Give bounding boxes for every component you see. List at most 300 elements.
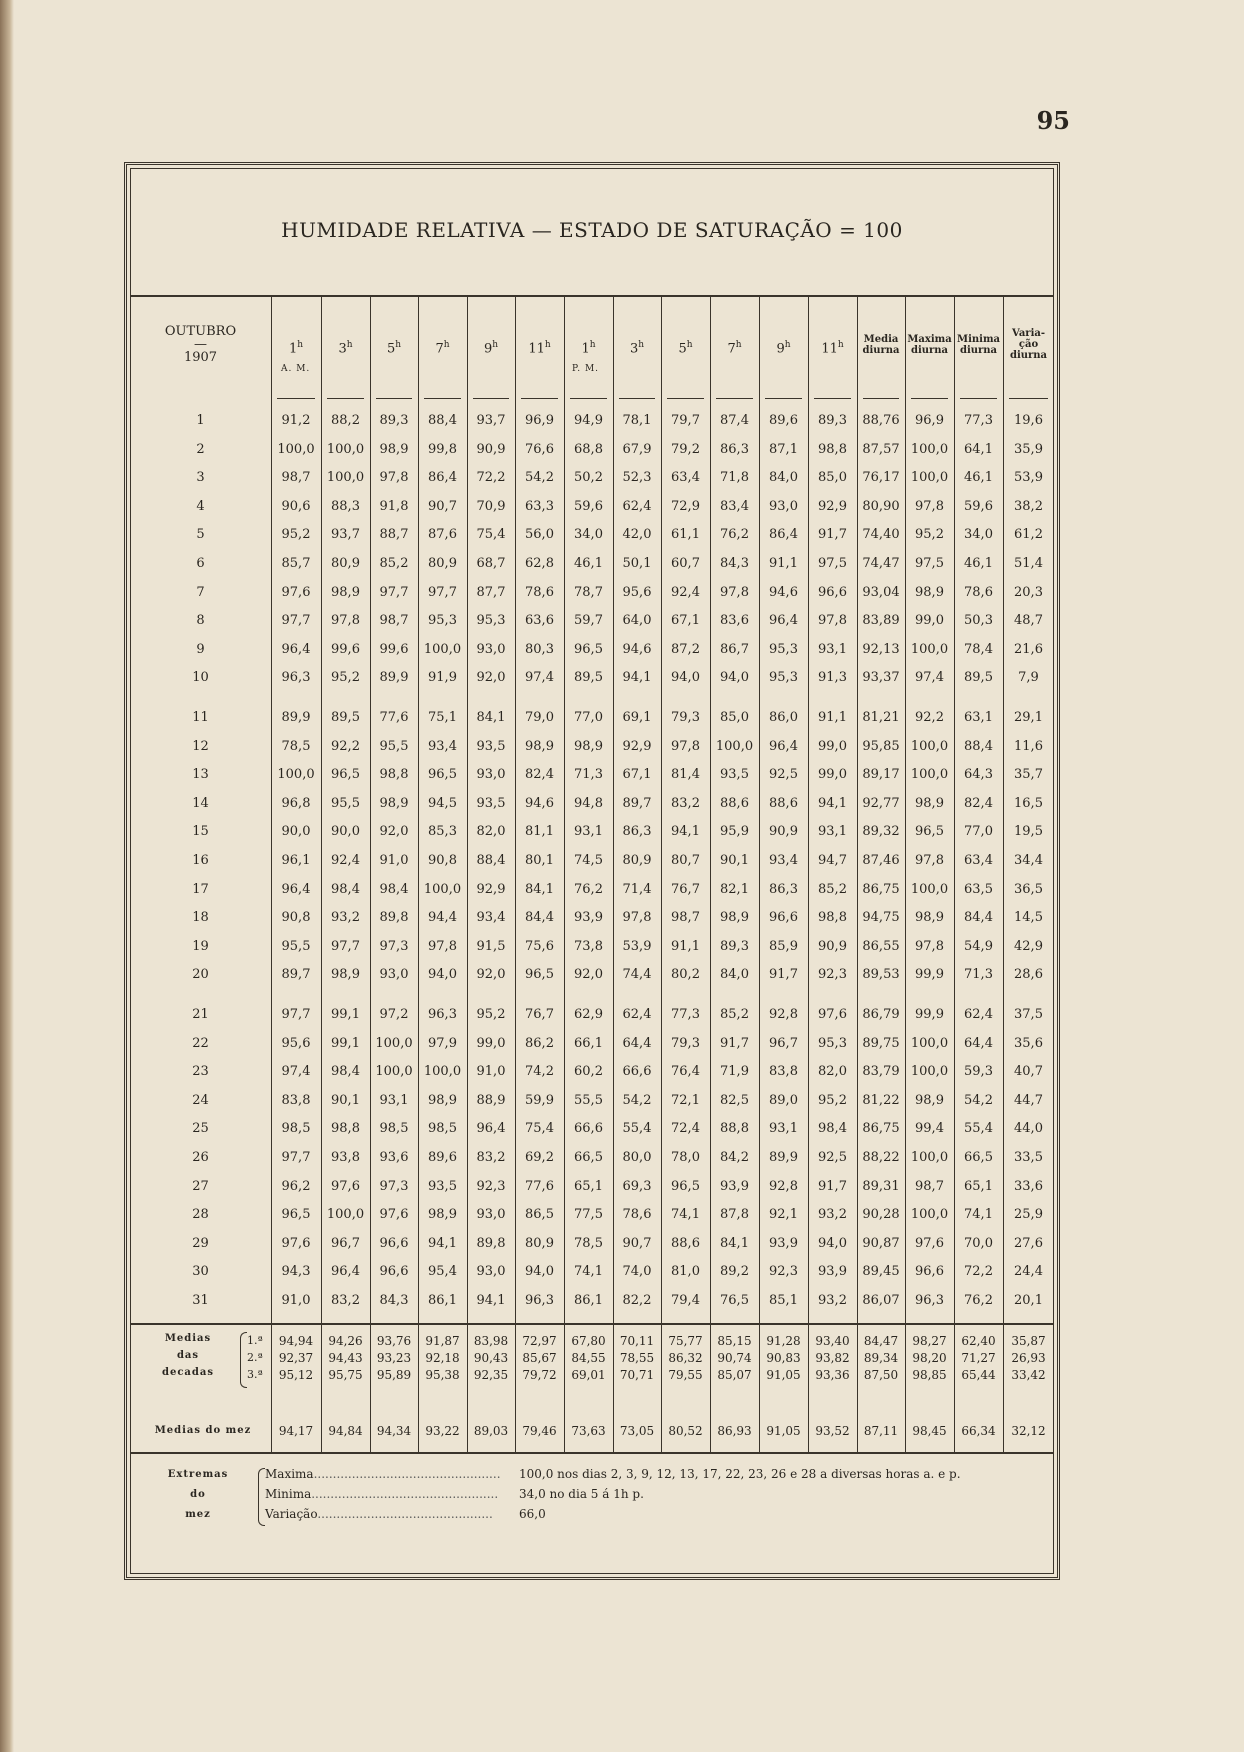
data-cell: 20,1 <box>1014 1293 1043 1308</box>
day-number: 28 <box>192 1207 209 1223</box>
data-cell: 89,75 <box>862 1035 900 1051</box>
data-cell: 96,6 <box>379 1235 409 1251</box>
data-cell: 64,0 <box>622 613 652 629</box>
data-cell: 99,4 <box>915 1121 944 1137</box>
data-cell: 91,7 <box>818 1178 847 1194</box>
data-cell: 95,6 <box>281 1035 311 1051</box>
data-cell: 100,0 <box>423 641 462 657</box>
data-cell: 100,0 <box>910 1207 949 1223</box>
day-number: 31 <box>192 1293 209 1308</box>
data-cell: 79,4 <box>671 1293 700 1308</box>
decade-mean-cell: 92,18 <box>425 1351 460 1365</box>
data-cell: 100,0 <box>910 641 949 657</box>
stat-header <box>905 334 954 356</box>
data-cell: 84,2 <box>720 1150 749 1165</box>
data-cell: 95,2 <box>331 670 360 686</box>
data-cell: 95,2 <box>818 1092 847 1108</box>
decade-means-label: Medias <box>164 1333 212 1344</box>
data-cell: 78,1 <box>622 413 652 428</box>
data-cell: 100,0 <box>423 1064 462 1080</box>
header-tick <box>277 398 315 399</box>
data-cell: 99,1 <box>331 1035 360 1051</box>
data-cell: 50,2 <box>574 470 603 486</box>
data-cell: 84,3 <box>379 1293 409 1308</box>
data-cell: 96,4 <box>281 641 311 657</box>
data-cell: 94,1 <box>476 1293 506 1308</box>
header-tick <box>424 398 461 399</box>
data-cell: 88,3 <box>331 498 360 514</box>
data-cell: 89,9 <box>379 670 409 686</box>
data-cell: 93,0 <box>379 967 409 983</box>
data-cell: 89,32 <box>862 824 900 840</box>
day-number: 7 <box>196 584 205 600</box>
data-cell: 24,4 <box>1014 1264 1043 1280</box>
hour-value: 11 <box>528 341 545 357</box>
data-cell: 96,8 <box>281 795 311 811</box>
data-cell: 85,2 <box>818 881 847 897</box>
hour-value: 5 <box>678 341 687 357</box>
data-cell: 40,7 <box>1014 1064 1043 1080</box>
header-tick <box>376 398 412 399</box>
data-cell: 65,1 <box>574 1178 603 1194</box>
data-cell: 94,8 <box>574 795 603 811</box>
data-cell: 87,4 <box>720 413 749 428</box>
data-cell: 42,9 <box>1014 938 1043 954</box>
data-cell: 74,1 <box>964 1207 993 1223</box>
decade-mean-cell: 69,01 <box>571 1368 606 1382</box>
hour-header <box>321 338 370 356</box>
header-tick <box>667 398 704 399</box>
data-cell: 94,7 <box>818 853 847 868</box>
month-mean-cell: 73,05 <box>619 1424 655 1438</box>
header-tick <box>765 398 802 399</box>
month-means-label: Medias do mez <box>154 1425 252 1436</box>
data-cell: 85,2 <box>379 556 409 571</box>
day-number: 18 <box>192 910 209 926</box>
data-cell: 90,87 <box>862 1235 900 1251</box>
leader-dots: ................................................. <box>313 1467 501 1481</box>
hour-value: 3 <box>629 341 639 357</box>
day-number: 20 <box>192 967 209 983</box>
data-cell: 91,0 <box>281 1293 311 1308</box>
data-cell: 89,9 <box>769 1150 798 1165</box>
data-cell: 89,31 <box>862 1178 900 1194</box>
hour-suffix: h <box>837 340 844 350</box>
decade-mean-cell: 79,72 <box>522 1368 557 1382</box>
data-cell: 97,7 <box>281 613 311 629</box>
data-cell: 100,0 <box>910 1035 949 1051</box>
data-cell: 95,5 <box>331 795 360 811</box>
data-cell: 95,6 <box>622 584 652 600</box>
extreme-name <box>265 1507 493 1521</box>
decade-means-label: das <box>176 1350 200 1361</box>
data-cell: 27,6 <box>1014 1235 1043 1251</box>
data-cell: 76,2 <box>964 1293 993 1308</box>
data-cell: 77,0 <box>964 824 993 840</box>
hour-header <box>710 338 759 356</box>
data-cell: 38,2 <box>1014 498 1043 514</box>
stat-header-line: diurna <box>1009 350 1048 361</box>
decade-mean-cell: 93,82 <box>815 1351 850 1365</box>
data-cell: 93,1 <box>574 824 603 840</box>
data-cell: 70,9 <box>476 498 506 514</box>
data-cell: 97,7 <box>379 584 409 600</box>
data-cell: 78,5 <box>574 1235 603 1251</box>
month-mean-cell: 94,34 <box>376 1424 412 1438</box>
data-cell: 97,3 <box>379 1178 409 1194</box>
decade-mean-cell: 85,67 <box>522 1351 557 1365</box>
data-cell: 60,7 <box>671 556 700 571</box>
data-cell: 95,3 <box>769 641 798 657</box>
data-cell: 75,6 <box>525 938 554 954</box>
hour-suffix: h <box>784 340 791 350</box>
day-number: 15 <box>192 824 209 840</box>
hour-value: 7 <box>727 341 736 357</box>
data-cell: 87,6 <box>428 527 457 543</box>
data-cell: 90,0 <box>331 824 360 840</box>
decade-mean-cell: 62,40 <box>961 1334 996 1348</box>
header-tick <box>473 398 509 399</box>
month-mean-cell: 86,93 <box>717 1424 752 1438</box>
day-number: 4 <box>196 498 205 514</box>
data-cell: 92,3 <box>476 1178 506 1194</box>
day-number: 2 <box>196 441 205 457</box>
data-cell: 92,5 <box>818 1150 847 1165</box>
decade-mean-cell: 90,43 <box>473 1351 509 1365</box>
data-cell: 86,4 <box>428 470 457 486</box>
data-cell: 92,9 <box>622 738 652 754</box>
data-cell: 82,1 <box>720 881 749 897</box>
data-cell: 82,0 <box>476 824 506 840</box>
hour-suffix: h <box>395 340 402 350</box>
data-cell: 95,3 <box>818 1035 847 1051</box>
day-number: 29 <box>192 1235 209 1251</box>
data-cell: 80,3 <box>525 641 554 657</box>
data-cell: 33,5 <box>1014 1150 1043 1165</box>
data-cell: 87,2 <box>671 641 700 657</box>
data-cell: 61,1 <box>671 527 700 543</box>
data-cell: 90,1 <box>331 1092 360 1108</box>
data-cell: 44,0 <box>1014 1121 1043 1137</box>
data-cell: 97,6 <box>379 1207 409 1223</box>
data-cell: 91,8 <box>379 498 409 514</box>
data-cell: 87,7 <box>476 584 506 600</box>
data-cell: 69,1 <box>622 710 652 725</box>
header-tick <box>570 398 607 399</box>
data-cell: 92,13 <box>862 641 900 657</box>
data-cell: 86,3 <box>622 824 652 840</box>
data-cell: 83,2 <box>671 795 700 811</box>
data-cell: 87,46 <box>862 853 900 868</box>
day-number: 16 <box>192 853 209 868</box>
extreme-name <box>265 1487 498 1501</box>
data-cell: 81,4 <box>671 767 700 783</box>
extremes-brace <box>258 1468 265 1526</box>
data-cell: 96,7 <box>769 1035 798 1051</box>
data-cell: 66,6 <box>574 1121 603 1137</box>
data-cell: 11,6 <box>1014 738 1043 754</box>
data-cell: 99,0 <box>915 613 944 629</box>
data-cell: 89,9 <box>281 710 311 725</box>
data-cell: 96,5 <box>915 824 944 840</box>
data-cell: 93,4 <box>476 910 506 926</box>
data-cell: 98,9 <box>915 1092 944 1108</box>
data-cell: 89,0 <box>769 1092 798 1108</box>
data-cell: 93,1 <box>818 824 847 840</box>
data-cell: 100,0 <box>326 441 365 457</box>
data-cell: 90,9 <box>769 824 798 840</box>
data-cell: 96,1 <box>281 853 311 868</box>
hour-suffix: h <box>297 340 304 350</box>
data-cell: 77,3 <box>964 413 993 428</box>
data-cell: 95,9 <box>720 824 749 840</box>
hour-suffix: h <box>686 340 693 350</box>
decade-mean-cell: 93,40 <box>815 1334 850 1348</box>
data-cell: 87,8 <box>720 1207 749 1223</box>
hour-header <box>271 338 321 356</box>
data-cell: 89,7 <box>281 967 311 983</box>
data-cell: 68,8 <box>574 441 603 457</box>
stat-header <box>1003 328 1054 361</box>
day-number: 5 <box>196 527 205 543</box>
data-cell: 94,6 <box>622 641 652 657</box>
data-cell: 81,22 <box>862 1092 900 1108</box>
hour-suffix: h <box>492 340 499 350</box>
data-cell: 89,53 <box>862 967 900 983</box>
data-cell: 81,21 <box>862 710 900 725</box>
decade-mean-cell: 94,26 <box>328 1334 363 1348</box>
data-cell: 97,8 <box>379 470 409 486</box>
data-cell: 98,4 <box>818 1121 847 1137</box>
day-number: 6 <box>196 556 205 571</box>
hour-value: 9 <box>483 341 493 357</box>
day-number: 19 <box>192 938 209 954</box>
data-cell: 86,2 <box>525 1035 554 1051</box>
data-cell: 78,6 <box>622 1207 652 1223</box>
period-month: OUTUBRO <box>164 324 237 339</box>
decade-tag: 1.ª <box>247 1334 263 1347</box>
am-label: A. M. <box>281 364 311 374</box>
data-cell: 96,3 <box>428 1007 457 1022</box>
data-cell: 94,0 <box>671 670 700 686</box>
hour-header <box>515 338 564 356</box>
data-cell: 83,2 <box>331 1293 360 1308</box>
data-cell: 92,0 <box>476 967 506 983</box>
data-cell: 97,8 <box>671 738 700 754</box>
data-cell: 99,0 <box>818 767 847 783</box>
data-cell: 76,7 <box>671 881 700 897</box>
data-cell: 80,90 <box>862 498 900 514</box>
data-cell: 55,5 <box>574 1092 603 1108</box>
summary-bottom-rule <box>130 1452 1054 1454</box>
data-cell: 92,0 <box>476 670 506 686</box>
data-cell: 98,8 <box>818 910 847 926</box>
data-cell: 98,4 <box>379 881 409 897</box>
data-cell: 98,5 <box>281 1121 311 1137</box>
data-cell: 97,8 <box>622 910 652 926</box>
data-cell: 92,4 <box>331 853 360 868</box>
data-cell: 100,0 <box>910 767 949 783</box>
data-cell: 97,4 <box>915 670 944 686</box>
data-cell: 51,4 <box>1014 556 1043 571</box>
month-mean-cell: 32,12 <box>1011 1424 1046 1438</box>
data-cell: 99,1 <box>331 1007 360 1022</box>
data-cell: 83,6 <box>720 613 749 629</box>
data-cell: 90,28 <box>862 1207 900 1223</box>
data-cell: 7,9 <box>1018 670 1039 686</box>
data-cell: 96,5 <box>331 767 360 783</box>
data-cell: 86,4 <box>769 527 798 543</box>
data-cell: 98,9 <box>525 738 554 754</box>
data-cell: 78,0 <box>671 1150 700 1165</box>
data-cell: 89,45 <box>862 1264 900 1280</box>
data-cell: 98,8 <box>331 1121 360 1137</box>
data-cell: 94,0 <box>818 1235 847 1251</box>
data-cell: 99,0 <box>818 738 847 754</box>
data-cell: 59,3 <box>964 1064 993 1080</box>
data-cell: 89,6 <box>428 1150 457 1165</box>
stat-header-line: Media <box>863 334 899 345</box>
data-cell: 21,6 <box>1014 641 1043 657</box>
extreme-name-text: Variação <box>265 1507 318 1521</box>
data-cell: 98,9 <box>574 738 603 754</box>
data-cell: 16,5 <box>1014 795 1043 811</box>
month-mean-cell: 66,34 <box>961 1424 996 1438</box>
data-cell: 100,0 <box>910 1150 949 1165</box>
hour-suffix: h <box>735 340 742 350</box>
data-cell: 92,1 <box>769 1207 798 1223</box>
data-cell: 98,7 <box>915 1178 944 1194</box>
data-cell: 97,7 <box>281 1150 311 1165</box>
data-cell: 97,5 <box>915 556 944 571</box>
data-cell: 83,2 <box>476 1150 506 1165</box>
data-cell: 88,4 <box>428 413 457 428</box>
data-cell: 74,47 <box>862 556 900 571</box>
data-cell: 97,8 <box>915 938 944 954</box>
decade-mean-cell: 70,71 <box>619 1368 655 1382</box>
hour-suffix: h <box>638 340 645 350</box>
data-cell: 55,4 <box>964 1121 993 1137</box>
data-cell: 64,3 <box>964 767 993 783</box>
extremes-label: Extremas <box>167 1469 229 1480</box>
data-cell: 34,4 <box>1014 853 1043 868</box>
data-cell: 93,6 <box>379 1150 409 1165</box>
leader-dots: .............................................. <box>317 1507 493 1521</box>
data-cell: 69,3 <box>622 1178 652 1194</box>
data-cell: 34,0 <box>574 527 603 543</box>
data-cell: 93,7 <box>331 527 360 543</box>
data-cell: 34,0 <box>964 527 993 543</box>
data-cell: 74,5 <box>574 853 603 868</box>
data-cell: 80,0 <box>622 1150 652 1165</box>
data-cell: 84,4 <box>525 910 554 926</box>
data-cell: 96,4 <box>769 738 798 754</box>
data-cell: 98,9 <box>331 967 360 983</box>
data-cell: 52,3 <box>622 470 652 486</box>
data-cell: 98,7 <box>671 910 700 926</box>
stat-header <box>954 334 1003 356</box>
title-divider <box>130 295 1054 297</box>
data-cell: 59,6 <box>574 498 603 514</box>
data-cell: 97,5 <box>818 556 847 571</box>
data-cell: 91,5 <box>476 938 506 954</box>
data-cell: 63,4 <box>964 853 993 868</box>
decade-mean-cell: 83,98 <box>473 1334 509 1348</box>
data-cell: 75,4 <box>525 1121 554 1137</box>
day-number: 13 <box>192 767 209 783</box>
decade-mean-cell: 78,55 <box>619 1351 655 1365</box>
data-cell: 97,8 <box>331 613 360 629</box>
data-cell: 72,4 <box>671 1121 700 1137</box>
data-cell: 63,5 <box>964 881 993 897</box>
hour-suffix: h <box>346 340 353 350</box>
data-cell: 84,3 <box>720 556 749 571</box>
data-cell: 92,0 <box>574 967 603 983</box>
data-cell: 96,6 <box>769 910 798 926</box>
data-cell: 90,7 <box>622 1235 652 1251</box>
data-cell: 94,3 <box>281 1264 311 1280</box>
data-cell: 93,0 <box>476 767 506 783</box>
data-cell: 92,5 <box>769 767 798 783</box>
decade-mean-cell: 86,32 <box>668 1351 703 1365</box>
decade-mean-cell: 85,07 <box>717 1368 752 1382</box>
data-cell: 78,6 <box>964 584 993 600</box>
data-cell: 98,9 <box>915 584 944 600</box>
data-cell: 78,6 <box>525 584 554 600</box>
data-cell: 93,2 <box>331 910 360 926</box>
data-cell: 88,8 <box>720 1121 749 1137</box>
extreme-value: 100,0 nos dias 2, 3, 9, 12, 13, 17, 22, 23, 26 e 28 a diversas horas a. e p. <box>519 1467 961 1481</box>
data-cell: 44,7 <box>1014 1092 1043 1108</box>
decade-mean-cell: 89,34 <box>863 1351 899 1365</box>
data-cell: 97,6 <box>915 1235 944 1251</box>
data-cell: 92,2 <box>915 710 944 725</box>
data-cell: 96,6 <box>818 584 847 600</box>
data-cell: 100,0 <box>277 767 315 783</box>
data-cell: 77,6 <box>379 710 409 725</box>
data-cell: 89,3 <box>379 413 409 428</box>
data-cell: 60,2 <box>574 1064 603 1080</box>
data-cell: 96,6 <box>379 1264 409 1280</box>
data-cell: 92,9 <box>818 498 847 514</box>
data-cell: 82,0 <box>818 1064 847 1080</box>
data-cell: 99,9 <box>915 1007 944 1022</box>
data-cell: 25,9 <box>1014 1207 1043 1223</box>
data-cell: 82,4 <box>525 767 554 783</box>
day-number: 9 <box>196 641 205 657</box>
data-cell: 64,4 <box>622 1035 652 1051</box>
data-cell: 67,1 <box>671 613 700 629</box>
data-cell: 82,2 <box>622 1293 652 1308</box>
data-cell: 63,6 <box>525 613 554 629</box>
data-cell: 46,1 <box>574 556 603 571</box>
data-cell: 94,1 <box>622 670 652 686</box>
table-title: HUMIDADE RELATIVA — ESTADO DE SATURAÇÃO = 100 <box>281 218 903 242</box>
hour-value: 7 <box>435 341 444 357</box>
data-cell: 80,9 <box>428 556 457 571</box>
data-cell: 98,7 <box>281 470 311 486</box>
month-mean-cell: 93,52 <box>815 1424 850 1438</box>
data-cell: 100,0 <box>277 441 315 457</box>
data-cell: 96,3 <box>915 1293 944 1308</box>
data-cell: 87,57 <box>862 441 900 457</box>
day-number: 30 <box>192 1264 209 1280</box>
decade-brace <box>240 1332 247 1388</box>
data-cell: 86,5 <box>525 1207 554 1223</box>
hour-suffix: h <box>589 340 596 350</box>
data-cell: 86,0 <box>769 710 798 725</box>
month-mean-cell: 89,03 <box>473 1424 509 1438</box>
